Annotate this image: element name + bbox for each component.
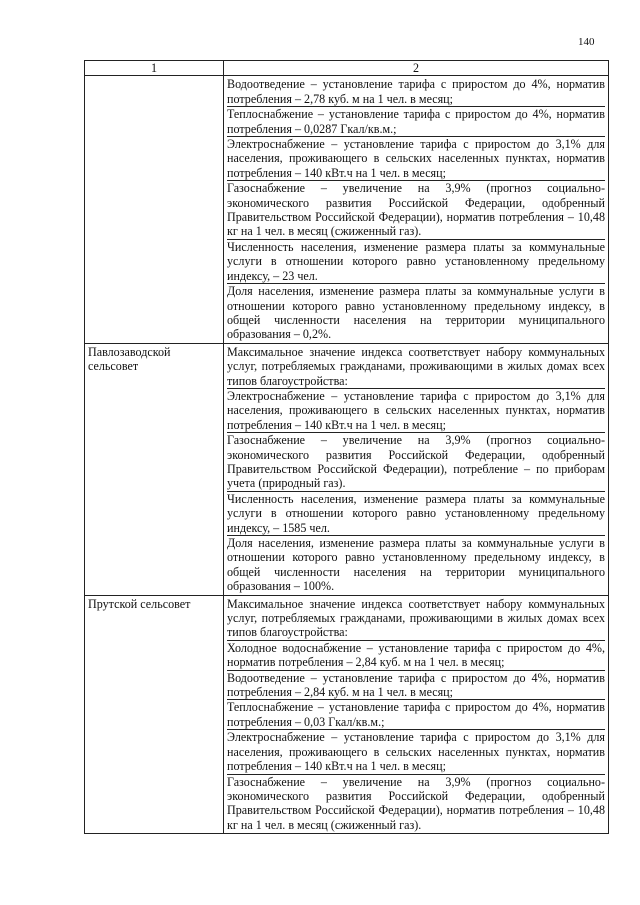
table-header-row bbox=[85, 61, 609, 76]
column-header-2: 2 bbox=[224, 61, 609, 76]
indicator-paragraph: Численность населения, изменение размера платы за коммунальные услуги в отношении которого равно установленному предельному индексу, – 1585 чел. bbox=[227, 491, 605, 535]
indicator-paragraph: Электроснабжение – установление тарифа с приростом до 3,1% для населения, проживающего в сельских населенных пунктах, норматив потребления – 140 кВт.ч на 1 чел. в месяц; bbox=[227, 137, 605, 180]
table-row bbox=[85, 595, 609, 834]
municipality-name bbox=[85, 76, 223, 78]
indicators-cell bbox=[224, 76, 609, 343]
indicator-paragraph: Доля населения, изменение размера платы за коммунальные услуги в отношении которого равно установленному предельному индексу, в общей численности населения на территории муниципального образования – 100%. bbox=[227, 536, 605, 594]
indicators-cell bbox=[224, 595, 609, 834]
indicator-paragraph: Численность населения, изменение размера платы за коммунальные услуги в отношении которого равно установленному предельному индексу, – 23 чел. bbox=[227, 239, 605, 283]
indicator-paragraph: Газоснабжение – увеличение на 3,9% (прогноз социально-экономического развития Российской Федерации, одобренный Правительством Российской Федерации), норматив потребления – 10,48 кг на 1 чел. в месяц (сжиженный газ). bbox=[227, 774, 605, 832]
page-number: 140 bbox=[578, 36, 595, 48]
municipality-cell bbox=[85, 343, 224, 595]
indicator-paragraph: Доля населения, изменение размера платы за коммунальные услуги в отношении которого равно установленному предельному индексу, в общей численности населения на территории муниципального образования – 0,2%. bbox=[227, 284, 605, 342]
indicator-paragraph: Водоотведение – установление тарифа с приростом до 4%, норматив потребления – 2,84 куб. м на 1 чел. в месяц; bbox=[227, 670, 605, 700]
municipality-cell bbox=[85, 595, 224, 834]
municipality-cell bbox=[85, 76, 224, 343]
indicator-paragraph: Электроснабжение – установление тарифа с приростом до 3,1% для населения, проживающего в сельских населенных пунктах, норматив потребления – 140 кВт.ч на 1 чел. в месяц; bbox=[227, 388, 605, 432]
indicator-paragraph: Холодное водоснабжение – установление тарифа с приростом до 4%, норматив потребления – 2,84 куб. м на 1 чел. в месяц; bbox=[227, 640, 605, 670]
table-row bbox=[85, 76, 609, 343]
indicator-paragraph: Водоотведение – установление тарифа с приростом до 4%, норматив потребления – 2,78 куб. м на 1 чел. в месяц; bbox=[227, 77, 605, 106]
column-header-1: 1 bbox=[85, 61, 224, 76]
table-row bbox=[85, 343, 609, 595]
indicator-paragraph: Теплоснабжение – установление тарифа с приростом до 4%, норматив потребления – 0,03 Гкал/кв.м.; bbox=[227, 700, 605, 729]
municipality-name: Прутской сельсовет bbox=[88, 596, 191, 611]
tariff-table bbox=[84, 60, 609, 834]
indicator-paragraph: Максимальное значение индекса соответствует набору коммунальных услуг, потребляемых гражданами, проживающими в жилых домах всех типов благоустройства: bbox=[227, 344, 605, 388]
indicator-paragraph: Электроснабжение – установление тарифа с приростом до 3,1% для населения, проживающего в сельских населенных пунктах, норматив потребления – 140 кВт.ч на 1 чел. в месяц; bbox=[227, 730, 605, 774]
indicator-paragraph: Газоснабжение – увеличение на 3,9% (прогноз социально-экономического развития Российской Федерации, одобренный Правительством Российской Федерации), норматив потребления – 10,48 кг на 1 чел. в месяц (сжиженный газ). bbox=[227, 181, 605, 239]
indicator-paragraph: Теплоснабжение – установление тарифа с приростом до 4%, норматив потребления – 0,0287 Гкал/кв.м.; bbox=[227, 107, 605, 136]
indicator-paragraph: Газоснабжение – увеличение на 3,9% (прогноз социально-экономического развития Российской Федерации, одобренный Правительством Российской Федерации), потребление – по приборам учета (природный газ). bbox=[227, 433, 605, 491]
indicators-cell bbox=[224, 343, 609, 595]
indicator-paragraph: Максимальное значение индекса соответствует набору коммунальных услуг, потребляемых гражданами, проживающими в жилых домах всех типов благоустройства: bbox=[227, 596, 605, 640]
municipality-name: Павлозаводской сельсовет bbox=[88, 344, 171, 374]
